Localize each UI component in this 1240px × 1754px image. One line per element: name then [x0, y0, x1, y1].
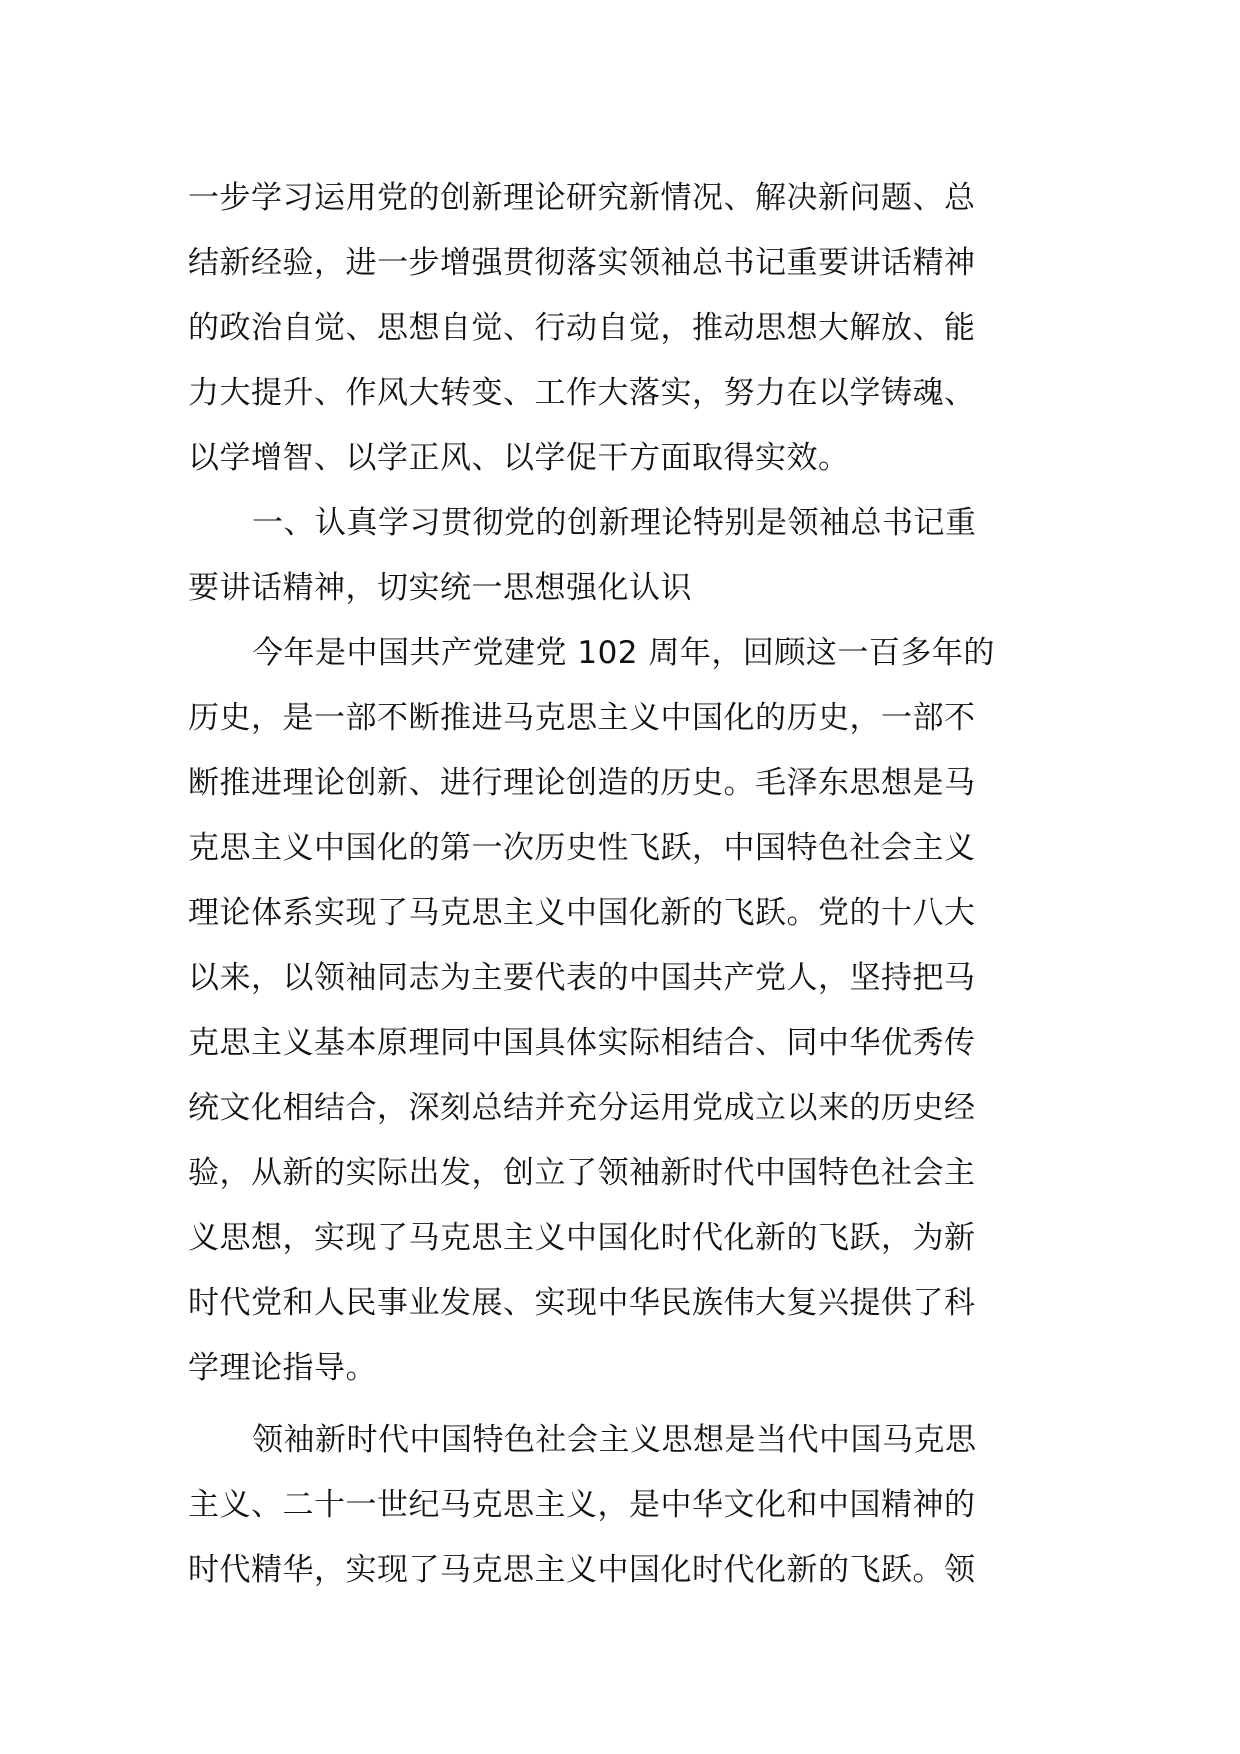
text-line: 以学增智、以学正风、以学促干方面取得实效。: [188, 440, 850, 476]
section-heading-line: 要讲话精神，切实统一思想强化认识: [188, 570, 692, 606]
text-line: 时代精华，实现了马克思主义中国化时代化新的飞跃。领: [188, 1552, 976, 1588]
text-line: 一步学习运用党的创新理论研究新情况、解决新问题、总: [188, 180, 976, 216]
text-line: 结新经验，进一步增强贯彻落实领袖总书记重要讲话精神: [188, 245, 976, 281]
text-line: 学理论指导。: [188, 1350, 377, 1386]
text-line: 历史，是一部不断推进马克思主义中国化的历史，一部不: [188, 700, 976, 736]
text-line: 理论体系实现了马克思主义中国化新的飞跃。党的十八大: [188, 895, 976, 931]
text-line: 力大提升、作风大转变、工作大落实，努力在以学铸魂、: [188, 375, 976, 411]
text-line: 时代党和人民事业发展、实现中华民族伟大复兴提供了科: [188, 1285, 976, 1321]
text-line: 克思主义中国化的第一次历史性飞跃，中国特色社会主义: [188, 830, 976, 866]
text-line: 断推进理论创新、进行理论创造的历史。毛泽东思想是马: [188, 765, 976, 801]
text-line: 的政治自觉、思想自觉、行动自觉，推动思想大解放、能: [188, 310, 976, 346]
text-line: 克思主义基本原理同中国具体实际相结合、同中华优秀传: [188, 1025, 976, 1061]
paragraph-start-line: 领袖新时代中国特色社会主义思想是当代中国马克思: [252, 1422, 977, 1458]
text-line: 义思想，实现了马克思主义中国化时代化新的飞跃，为新: [188, 1220, 976, 1256]
text-line: 以来，以领袖同志为主要代表的中国共产党人，坚持把马: [188, 960, 976, 996]
text-line: 验，从新的实际出发，创立了领袖新时代中国特色社会主: [188, 1155, 976, 1191]
text-line: 主义、二十一世纪马克思主义，是中华文化和中国精神的: [188, 1487, 976, 1523]
text-line: 统文化相结合，深刻总结并充分运用党成立以来的历史经: [188, 1090, 976, 1126]
paragraph-start-line: 今年是中国共产党建党 102 周年，回顾这一百多年的: [252, 635, 995, 671]
section-heading-line: 一、认真学习贯彻党的创新理论特别是领袖总书记重: [252, 505, 977, 541]
document-body: [188, 166, 1048, 1603]
